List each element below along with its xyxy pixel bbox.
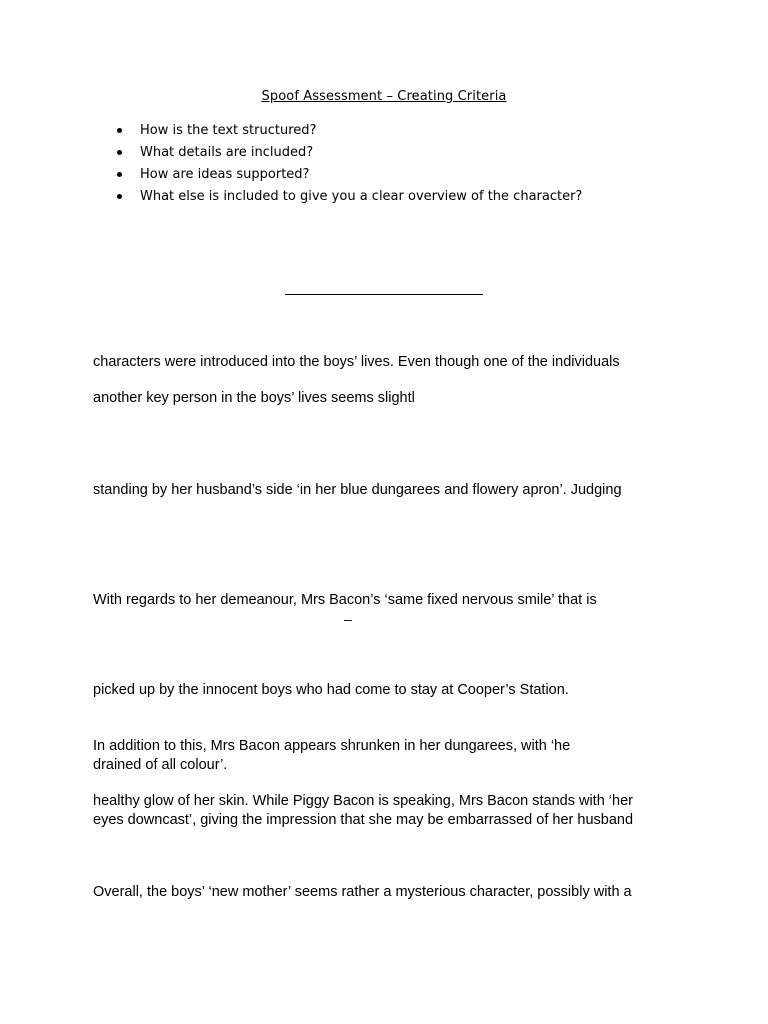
bullet-icon <box>117 172 122 177</box>
body-text-line: picked up by the innocent boys who had come to stay at Cooper’s Station. <box>93 682 569 698</box>
body-text-line: drained of all colour’. <box>93 757 228 773</box>
list-item-text: How is the text structured? <box>140 123 317 138</box>
page-title: Spoof Assessment – Creating Criteria <box>261 89 507 104</box>
bullet-icon <box>117 128 122 133</box>
list-item <box>114 164 582 186</box>
horizontal-rule <box>285 294 483 295</box>
list-item <box>114 120 582 142</box>
body-text-line: characters were introduced into the boys’ lives. Even though one of the individuals <box>93 354 620 370</box>
dash-mark: – <box>344 611 352 627</box>
body-text-line: In addition to this, Mrs Bacon appears shrunken in her dungarees, with ‘he <box>93 738 571 754</box>
bullet-icon <box>117 194 122 199</box>
body-text-line: eyes downcast’, giving the impression that she may be embarrassed of her husband <box>93 812 634 828</box>
bullet-icon <box>117 150 122 155</box>
list-item-text: What details are included? <box>140 145 314 160</box>
criteria-list <box>114 120 582 208</box>
body-text-line: With regards to her demeanour, Mrs Bacon’s ‘same fixed nervous smile’ that is <box>93 592 597 608</box>
body-text-line: Overall, the boys’ ‘new mother’ seems rather a mysterious character, possibly with a <box>93 884 632 900</box>
list-item <box>114 186 582 208</box>
body-text-line: healthy glow of her skin. While Piggy Bacon is speaking, Mrs Bacon stands with ‘her <box>93 793 633 809</box>
body-text-line: another key person in the boys’ lives seems slightl <box>93 390 415 406</box>
list-item-text: What else is included to give you a clear overview of the character? <box>140 189 583 204</box>
list-item <box>114 142 582 164</box>
list-item-text: How are ideas supported? <box>140 167 310 182</box>
body-text-line: standing by her husband’s side ‘in her blue dungarees and flowery apron’. Judging <box>93 482 622 498</box>
